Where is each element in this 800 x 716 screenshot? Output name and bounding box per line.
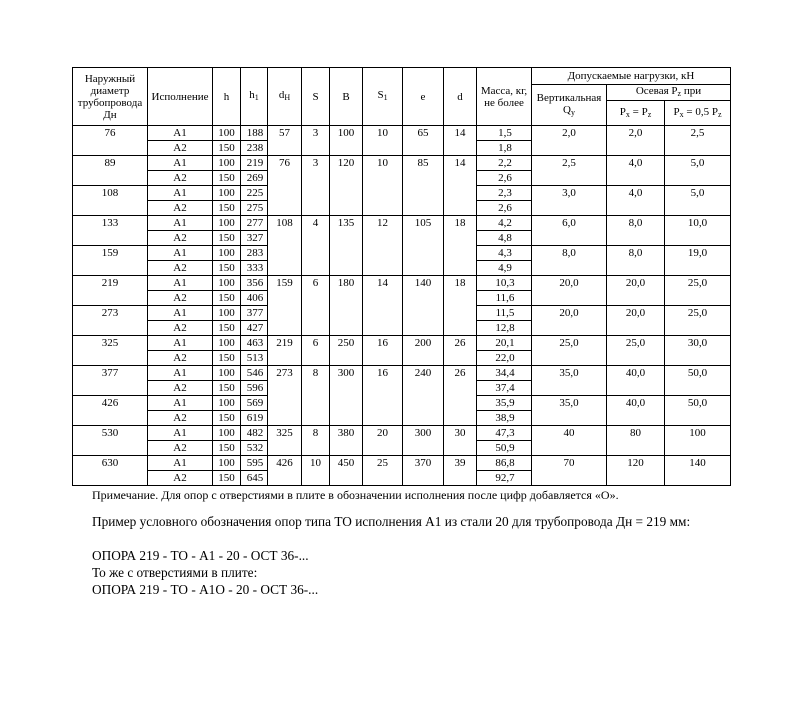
cell-h1: 546 <box>241 366 268 381</box>
cell-h: 100 <box>213 246 241 261</box>
cell-dim-dh: 57 <box>268 126 302 156</box>
cell-dim-dh: 426 <box>268 456 302 486</box>
cell-vertical-load: 8,0 <box>532 246 607 276</box>
cell-dim-e: 140 <box>403 276 444 336</box>
cell-h: 150 <box>213 201 241 216</box>
cell-mass: 35,9 <box>477 396 532 411</box>
table-body <box>73 126 731 486</box>
cell-h1: 356 <box>241 276 268 291</box>
cell-h1: 275 <box>241 201 268 216</box>
col-axial: Осевая $P_z$ при <box>607 85 731 101</box>
cell-vertical-load: 35,0 <box>532 366 607 396</box>
col-execution: Исполнение <box>148 68 213 126</box>
cell-h1: 595 <box>241 456 268 471</box>
cell-vertical-load: 40 <box>532 426 607 456</box>
cell-execution: А2 <box>148 381 213 396</box>
cell-diameter: 377 <box>73 366 148 396</box>
cell-execution: А2 <box>148 291 213 306</box>
cell-h: 150 <box>213 171 241 186</box>
cell-execution: А1 <box>148 216 213 231</box>
cell-axial-eq: 20,0 <box>607 276 665 306</box>
cell-h1: 333 <box>241 261 268 276</box>
cell-dim-s: 6 <box>302 336 330 366</box>
cell-dim-s1: 20 <box>363 426 403 456</box>
cell-dim-s1: 25 <box>363 456 403 486</box>
col-h: h <box>213 68 241 126</box>
cell-dim-b: 300 <box>330 366 363 426</box>
cell-dim-d: 18 <box>444 216 477 276</box>
cell-h1: 513 <box>241 351 268 366</box>
cell-h: 100 <box>213 216 241 231</box>
cell-mass: 1,5 <box>477 126 532 141</box>
cell-mass: 11,5 <box>477 306 532 321</box>
cell-h: 100 <box>213 186 241 201</box>
cell-execution: А1 <box>148 456 213 471</box>
col-d: d <box>444 68 477 126</box>
cell-diameter: 530 <box>73 426 148 456</box>
cell-dim-s: 4 <box>302 216 330 276</box>
cell-dim-e: 200 <box>403 336 444 366</box>
table-note: Примечание. Для опор с отверстиями в плите в обозначении исполнения после цифр добавляется «О». <box>92 488 619 502</box>
cell-axial-half: 140 <box>665 456 731 486</box>
cell-diameter: 89 <box>73 156 148 186</box>
col-px-eq-pz: $P_x = P_z$ <box>607 101 665 126</box>
cell-axial-half: 25,0 <box>665 276 731 306</box>
cell-h1: 238 <box>241 141 268 156</box>
cell-execution: А1 <box>148 336 213 351</box>
cell-h: 150 <box>213 291 241 306</box>
cell-h: 150 <box>213 441 241 456</box>
cell-mass: 47,3 <box>477 426 532 441</box>
cell-mass: 38,9 <box>477 411 532 426</box>
cell-h: 100 <box>213 396 241 411</box>
table-row <box>73 216 731 231</box>
cell-execution: А1 <box>148 276 213 291</box>
cell-execution: А2 <box>148 141 213 156</box>
cell-vertical-load: 70 <box>532 456 607 486</box>
cell-diameter: 325 <box>73 336 148 366</box>
cell-h1: 406 <box>241 291 268 306</box>
cell-mass: 2,3 <box>477 186 532 201</box>
cell-dim-d: 14 <box>444 156 477 216</box>
cell-dim-e: 65 <box>403 126 444 156</box>
cell-h: 100 <box>213 456 241 471</box>
cell-mass: 37,4 <box>477 381 532 396</box>
cell-execution: А1 <box>148 366 213 381</box>
cell-h1: 188 <box>241 126 268 141</box>
example-designation: ОПОРА 219 - ТО - А1 - 20 - ОСТ 36-... <box>92 548 309 563</box>
cell-dim-b: 135 <box>330 216 363 276</box>
cell-dim-d: 14 <box>444 126 477 156</box>
cell-execution: А1 <box>148 156 213 171</box>
cell-diameter: 159 <box>73 246 148 276</box>
col-vertical: Вертикальная $Q_y$ <box>532 85 607 126</box>
cell-execution: А1 <box>148 426 213 441</box>
cell-vertical-load: 6,0 <box>532 216 607 246</box>
cell-mass: 2,6 <box>477 201 532 216</box>
cell-h: 100 <box>213 156 241 171</box>
cell-h1: 283 <box>241 246 268 261</box>
cell-axial-eq: 8,0 <box>607 216 665 246</box>
cell-axial-eq: 25,0 <box>607 336 665 366</box>
cell-diameter: 273 <box>73 306 148 336</box>
cell-vertical-load: 20,0 <box>532 306 607 336</box>
cell-h1: 277 <box>241 216 268 231</box>
example-designation-holes: ОПОРА 219 - ТО - А1О - 20 - ОСТ 36-... <box>92 582 319 597</box>
cell-dim-e: 85 <box>403 156 444 216</box>
cell-dim-dh: 108 <box>268 216 302 276</box>
cell-execution: А2 <box>148 171 213 186</box>
cell-execution: А2 <box>148 201 213 216</box>
cell-h: 100 <box>213 306 241 321</box>
cell-axial-half: 100 <box>665 426 731 456</box>
cell-dim-dh: 159 <box>268 276 302 336</box>
cell-vertical-load: 25,0 <box>532 336 607 366</box>
table-row <box>73 276 731 291</box>
cell-mass: 4,9 <box>477 261 532 276</box>
cell-axial-eq: 40,0 <box>607 366 665 396</box>
cell-dim-d: 26 <box>444 336 477 366</box>
cell-execution: А2 <box>148 441 213 456</box>
cell-vertical-load: 2,5 <box>532 156 607 186</box>
cell-mass: 10,3 <box>477 276 532 291</box>
col-s1: $S_1$ <box>363 68 403 126</box>
cell-dim-dh: 325 <box>268 426 302 456</box>
cell-h1: 645 <box>241 471 268 486</box>
cell-mass: 86,8 <box>477 456 532 471</box>
cell-mass: 20,1 <box>477 336 532 351</box>
cell-execution: А1 <box>148 186 213 201</box>
cell-axial-half: 25,0 <box>665 306 731 336</box>
cell-mass: 22,0 <box>477 351 532 366</box>
cell-mass: 12,8 <box>477 321 532 336</box>
cell-vertical-load: 3,0 <box>532 186 607 216</box>
cell-mass: 34,4 <box>477 366 532 381</box>
cell-dim-s: 3 <box>302 156 330 216</box>
spec-table <box>72 67 731 486</box>
cell-diameter: 630 <box>73 456 148 486</box>
cell-execution: А1 <box>148 246 213 261</box>
cell-h: 100 <box>213 426 241 441</box>
col-mass: Масса, кг, не более <box>477 68 532 126</box>
cell-axial-eq: 4,0 <box>607 156 665 186</box>
cell-vertical-load: 20,0 <box>532 276 607 306</box>
cell-axial-half: 10,0 <box>665 216 731 246</box>
cell-h: 150 <box>213 351 241 366</box>
col-loads: Допускаемые нагрузки, кН <box>532 68 731 85</box>
cell-h1: 596 <box>241 381 268 396</box>
cell-dim-d: 30 <box>444 426 477 456</box>
cell-dim-dh: 273 <box>268 366 302 426</box>
cell-h: 150 <box>213 411 241 426</box>
cell-execution: А2 <box>148 471 213 486</box>
cell-h: 150 <box>213 141 241 156</box>
cell-axial-half: 5,0 <box>665 156 731 186</box>
cell-mass: 2,6 <box>477 171 532 186</box>
cell-h1: 377 <box>241 306 268 321</box>
cell-h: 100 <box>213 276 241 291</box>
cell-dim-s1: 16 <box>363 336 403 366</box>
table-header <box>73 68 731 126</box>
cell-h1: 532 <box>241 441 268 456</box>
cell-mass: 4,3 <box>477 246 532 261</box>
cell-execution: А1 <box>148 126 213 141</box>
cell-h1: 269 <box>241 171 268 186</box>
cell-vertical-load: 2,0 <box>532 126 607 156</box>
cell-h1: 482 <box>241 426 268 441</box>
cell-h1: 463 <box>241 336 268 351</box>
cell-axial-half: 50,0 <box>665 396 731 426</box>
cell-execution: А2 <box>148 321 213 336</box>
table-row <box>73 126 731 141</box>
cell-axial-half: 50,0 <box>665 366 731 396</box>
cell-axial-half: 2,5 <box>665 126 731 156</box>
cell-execution: А2 <box>148 351 213 366</box>
cell-mass: 11,6 <box>477 291 532 306</box>
cell-h1: 427 <box>241 321 268 336</box>
col-s: S <box>302 68 330 126</box>
cell-execution: А2 <box>148 261 213 276</box>
cell-h1: 619 <box>241 411 268 426</box>
cell-execution: А1 <box>148 306 213 321</box>
cell-mass: 4,8 <box>477 231 532 246</box>
cell-dim-s: 6 <box>302 276 330 336</box>
col-h1: $h_1$ <box>241 68 268 126</box>
cell-dim-b: 380 <box>330 426 363 456</box>
cell-dim-s1: 14 <box>363 276 403 336</box>
cell-dim-e: 105 <box>403 216 444 276</box>
cell-dim-dh: 76 <box>268 156 302 216</box>
cell-axial-half: 30,0 <box>665 336 731 366</box>
cell-mass: 50,9 <box>477 441 532 456</box>
cell-dim-dh: 219 <box>268 336 302 366</box>
cell-h: 100 <box>213 126 241 141</box>
example-heading: Пример условного обозначения опор типа ТО исполнения А1 из стали 20 для трубопровода Дн = 219 мм: <box>92 514 691 529</box>
cell-diameter: 219 <box>73 276 148 306</box>
cell-execution: А1 <box>148 396 213 411</box>
cell-axial-eq: 120 <box>607 456 665 486</box>
cell-dim-s: 3 <box>302 126 330 156</box>
cell-diameter: 76 <box>73 126 148 156</box>
cell-execution: А2 <box>148 411 213 426</box>
col-dn: $d_Н$ <box>268 68 302 126</box>
cell-h1: 219 <box>241 156 268 171</box>
cell-dim-e: 240 <box>403 366 444 426</box>
table-row <box>73 426 731 441</box>
cell-axial-half: 5,0 <box>665 186 731 216</box>
cell-mass: 4,2 <box>477 216 532 231</box>
cell-mass: 1,8 <box>477 141 532 156</box>
cell-h: 150 <box>213 381 241 396</box>
cell-dim-d: 18 <box>444 276 477 336</box>
cell-diameter: 108 <box>73 186 148 216</box>
cell-dim-s: 10 <box>302 456 330 486</box>
cell-h: 150 <box>213 261 241 276</box>
cell-dim-s1: 16 <box>363 366 403 426</box>
table-row <box>73 366 731 381</box>
cell-execution: А2 <box>148 231 213 246</box>
cell-axial-eq: 2,0 <box>607 126 665 156</box>
cell-h1: 327 <box>241 231 268 246</box>
cell-h: 100 <box>213 366 241 381</box>
cell-h1: 225 <box>241 186 268 201</box>
cell-diameter: 426 <box>73 396 148 426</box>
cell-dim-e: 300 <box>403 426 444 456</box>
col-e: e <box>403 68 444 126</box>
cell-h1: 569 <box>241 396 268 411</box>
cell-mass: 92,7 <box>477 471 532 486</box>
cell-dim-s1: 10 <box>363 156 403 216</box>
cell-vertical-load: 35,0 <box>532 396 607 426</box>
cell-axial-eq: 80 <box>607 426 665 456</box>
table-row <box>73 336 731 351</box>
cell-dim-s: 8 <box>302 426 330 456</box>
cell-dim-b: 450 <box>330 456 363 486</box>
table-row <box>73 456 731 471</box>
cell-h: 150 <box>213 231 241 246</box>
cell-dim-s: 8 <box>302 366 330 426</box>
example-same-holes: То же с отверстиями в плите: <box>92 565 258 580</box>
cell-dim-d: 26 <box>444 366 477 426</box>
cell-axial-eq: 40,0 <box>607 396 665 426</box>
cell-dim-d: 39 <box>444 456 477 486</box>
cell-mass: 2,2 <box>477 156 532 171</box>
cell-axial-eq: 4,0 <box>607 186 665 216</box>
cell-h: 150 <box>213 471 241 486</box>
cell-h: 150 <box>213 321 241 336</box>
cell-dim-b: 180 <box>330 276 363 336</box>
cell-h: 100 <box>213 336 241 351</box>
col-px-half-pz: $P_x = 0,5$ $P_z$ <box>665 101 731 126</box>
cell-axial-eq: 20,0 <box>607 306 665 336</box>
cell-dim-b: 100 <box>330 126 363 156</box>
col-diameter: Наружный диаметр трубопровода Дн <box>73 68 148 126</box>
cell-dim-b: 120 <box>330 156 363 216</box>
cell-axial-half: 19,0 <box>665 246 731 276</box>
col-b: B <box>330 68 363 126</box>
cell-diameter: 133 <box>73 216 148 246</box>
cell-dim-e: 370 <box>403 456 444 486</box>
cell-axial-eq: 8,0 <box>607 246 665 276</box>
cell-dim-s1: 10 <box>363 126 403 156</box>
cell-dim-b: 250 <box>330 336 363 366</box>
cell-dim-s1: 12 <box>363 216 403 276</box>
table-row <box>73 156 731 171</box>
